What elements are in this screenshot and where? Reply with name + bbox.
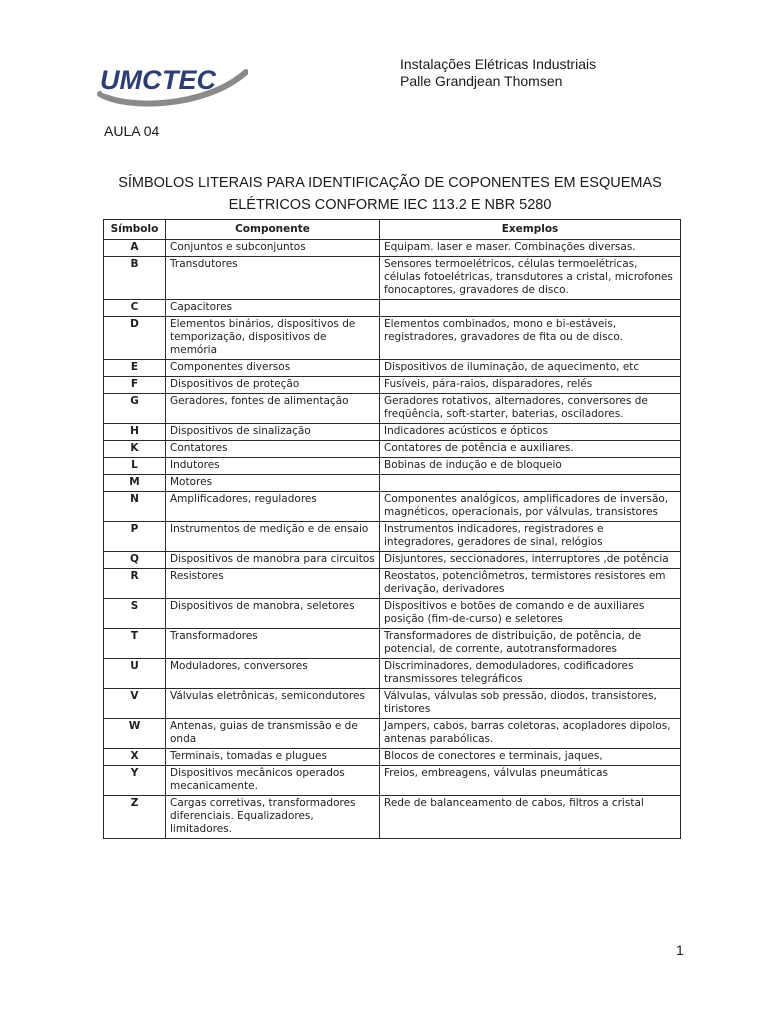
- component-cell: Resistores: [166, 569, 380, 599]
- document-title: [100, 172, 680, 216]
- symbol-cell: T: [104, 629, 166, 659]
- umctec-logo-graphic: [96, 56, 248, 108]
- table-header-row: [104, 220, 681, 240]
- author-name: Palle Grandjean Thomsen: [400, 73, 563, 89]
- table-row: [104, 317, 681, 360]
- component-cell: Instrumentos de medição e de ensaio: [166, 522, 380, 552]
- table-row: [104, 257, 681, 300]
- component-cell: Moduladores, conversores: [166, 659, 380, 689]
- examples-cell: Contatores de potência e auxiliares.: [380, 441, 681, 458]
- table-row: [104, 240, 681, 257]
- symbol-cell: S: [104, 599, 166, 629]
- examples-cell: [380, 475, 681, 492]
- examples-cell: [380, 300, 681, 317]
- table-row: [104, 569, 681, 599]
- table-row: [104, 659, 681, 689]
- page-number: 1: [676, 942, 684, 958]
- examples-cell: Dispositivos de iluminação, de aquecimento, etc: [380, 360, 681, 377]
- component-cell: Amplificadores, reguladores: [166, 492, 380, 522]
- examples-cell: Válvulas, válvulas sob pressão, diodos, transistores, tiristores: [380, 689, 681, 719]
- course-title: Instalações Elétricas Industriais: [400, 56, 597, 72]
- symbol-cell: B: [104, 257, 166, 300]
- table-row: [104, 458, 681, 475]
- component-cell: Dispositivos de manobra, seletores: [166, 599, 380, 629]
- examples-cell: Indicadores acústicos e ópticos: [380, 424, 681, 441]
- document-title-line-2: ELÉTRICOS CONFORME IEC 113.2 E NBR 5280: [228, 197, 552, 213]
- logo-text-accent: TEC: [162, 65, 216, 95]
- symbol-cell: P: [104, 522, 166, 552]
- logo-text-main: UMC: [100, 65, 162, 95]
- examples-cell: Elementos combinados, mono e bi-estáveis, registradores, gravadores de fita ou de disco.: [380, 317, 681, 360]
- symbol-cell: M: [104, 475, 166, 492]
- header-info: [400, 56, 596, 90]
- table-row: [104, 377, 681, 394]
- symbol-cell: V: [104, 689, 166, 719]
- component-cell: Geradores, fontes de alimentação: [166, 394, 380, 424]
- table-row: [104, 475, 681, 492]
- examples-cell: Geradores rotativos, alternadores, conversores de freqüência, soft-starter, baterias, osciladores.: [380, 394, 681, 424]
- component-cell: Dispositivos de sinalização: [166, 424, 380, 441]
- examples-cell: Instrumentos indicadores, registradores e integradores, geradores de sinal, relógios: [380, 522, 681, 552]
- symbol-cell: D: [104, 317, 166, 360]
- table-row: [104, 599, 681, 629]
- examples-cell: Discriminadores, demoduladores, codificadores transmissores telegráficos: [380, 659, 681, 689]
- examples-cell: Freios, embreagens, válvulas pneumáticas: [380, 766, 681, 796]
- umctec-logo: [96, 56, 248, 108]
- symbol-cell: G: [104, 394, 166, 424]
- component-cell: Elementos binários, dispositivos de temporização, dispositivos de memória: [166, 317, 380, 360]
- symbol-cell: C: [104, 300, 166, 317]
- header-examples: Exemplos: [380, 220, 681, 240]
- symbol-cell: L: [104, 458, 166, 475]
- symbol-cell: Y: [104, 766, 166, 796]
- examples-cell: Reostatos, potenciômetros, termistores resistores em derivação, derivadores: [380, 569, 681, 599]
- table-row: [104, 689, 681, 719]
- symbol-cell: Q: [104, 552, 166, 569]
- symbol-cell: Z: [104, 796, 166, 839]
- component-cell: Contatores: [166, 441, 380, 458]
- symbol-cell: A: [104, 240, 166, 257]
- component-cell: Dispositivos de manobra para circuitos: [166, 552, 380, 569]
- table-row: [104, 552, 681, 569]
- examples-cell: Bobinas de indução e de bloqueio: [380, 458, 681, 475]
- examples-cell: Componentes analógicos, amplificadores de inversão, magnéticos, operacionais, por válvulas, transistores: [380, 492, 681, 522]
- table-row: [104, 796, 681, 839]
- table-row: [104, 629, 681, 659]
- table-row: [104, 749, 681, 766]
- component-cell: Terminais, tomadas e plugues: [166, 749, 380, 766]
- component-cell: Transdutores: [166, 257, 380, 300]
- component-cell: Conjuntos e subconjuntos: [166, 240, 380, 257]
- document-title-line-1: SÍMBOLOS LITERAIS PARA IDENTIFICAÇÃO DE COPONENTES EM ESQUEMAS: [118, 175, 662, 191]
- symbol-cell: E: [104, 360, 166, 377]
- examples-cell: Blocos de conectores e terminais, jaques,: [380, 749, 681, 766]
- symbol-cell: H: [104, 424, 166, 441]
- component-cell: Componentes diversos: [166, 360, 380, 377]
- examples-cell: Fusíveis, pára-raios, disparadores, relés: [380, 377, 681, 394]
- table-row: [104, 360, 681, 377]
- table-row: [104, 424, 681, 441]
- symbol-cell: R: [104, 569, 166, 599]
- examples-cell: Sensores termoelétricos, células termoelétricas, células fotoelétricas, transdutores a cristal, microfones fonocaptores, gravadores de disco.: [380, 257, 681, 300]
- component-cell: Motores: [166, 475, 380, 492]
- examples-cell: Equipam. laser e maser. Combinações diversas.: [380, 240, 681, 257]
- table-row: [104, 300, 681, 317]
- symbol-cell: K: [104, 441, 166, 458]
- table-row: [104, 719, 681, 749]
- lesson-label: AULA 04: [104, 123, 160, 139]
- symbol-cell: N: [104, 492, 166, 522]
- table-row: [104, 492, 681, 522]
- component-cell: Dispositivos mecânicos operados mecanicamente.: [166, 766, 380, 796]
- symbol-cell: X: [104, 749, 166, 766]
- examples-cell: Rede de balanceamento de cabos, filtros a cristal: [380, 796, 681, 839]
- component-cell: Cargas corretivas, transformadores diferenciais. Equalizadores, limitadores.: [166, 796, 380, 839]
- table-row: [104, 522, 681, 552]
- component-cell: Transformadores: [166, 629, 380, 659]
- header-symbol: Símbolo: [104, 220, 166, 240]
- table-row: [104, 441, 681, 458]
- component-cell: Dispositivos de proteção: [166, 377, 380, 394]
- examples-cell: Dispositivos e botões de comando e de auxiliares posição (fim-de-curso) e seletores: [380, 599, 681, 629]
- examples-cell: Jampers, cabos, barras coletoras, acopladores dipolos, antenas parabólicas.: [380, 719, 681, 749]
- table-row: [104, 766, 681, 796]
- examples-cell: Transformadores de distribuição, de potência, de potencial, de corrente, autotransformadores: [380, 629, 681, 659]
- symbol-cell: F: [104, 377, 166, 394]
- symbol-cell: U: [104, 659, 166, 689]
- component-cell: Capacitores: [166, 300, 380, 317]
- table-row: [104, 394, 681, 424]
- header-component: Componente: [166, 220, 380, 240]
- symbols-table: [103, 219, 681, 839]
- component-cell: Indutores: [166, 458, 380, 475]
- symbol-cell: W: [104, 719, 166, 749]
- examples-cell: Disjuntores, seccionadores, interruptores ,de potência: [380, 552, 681, 569]
- component-cell: Válvulas eletrônicas, semicondutores: [166, 689, 380, 719]
- component-cell: Antenas, guias de transmissão e de onda: [166, 719, 380, 749]
